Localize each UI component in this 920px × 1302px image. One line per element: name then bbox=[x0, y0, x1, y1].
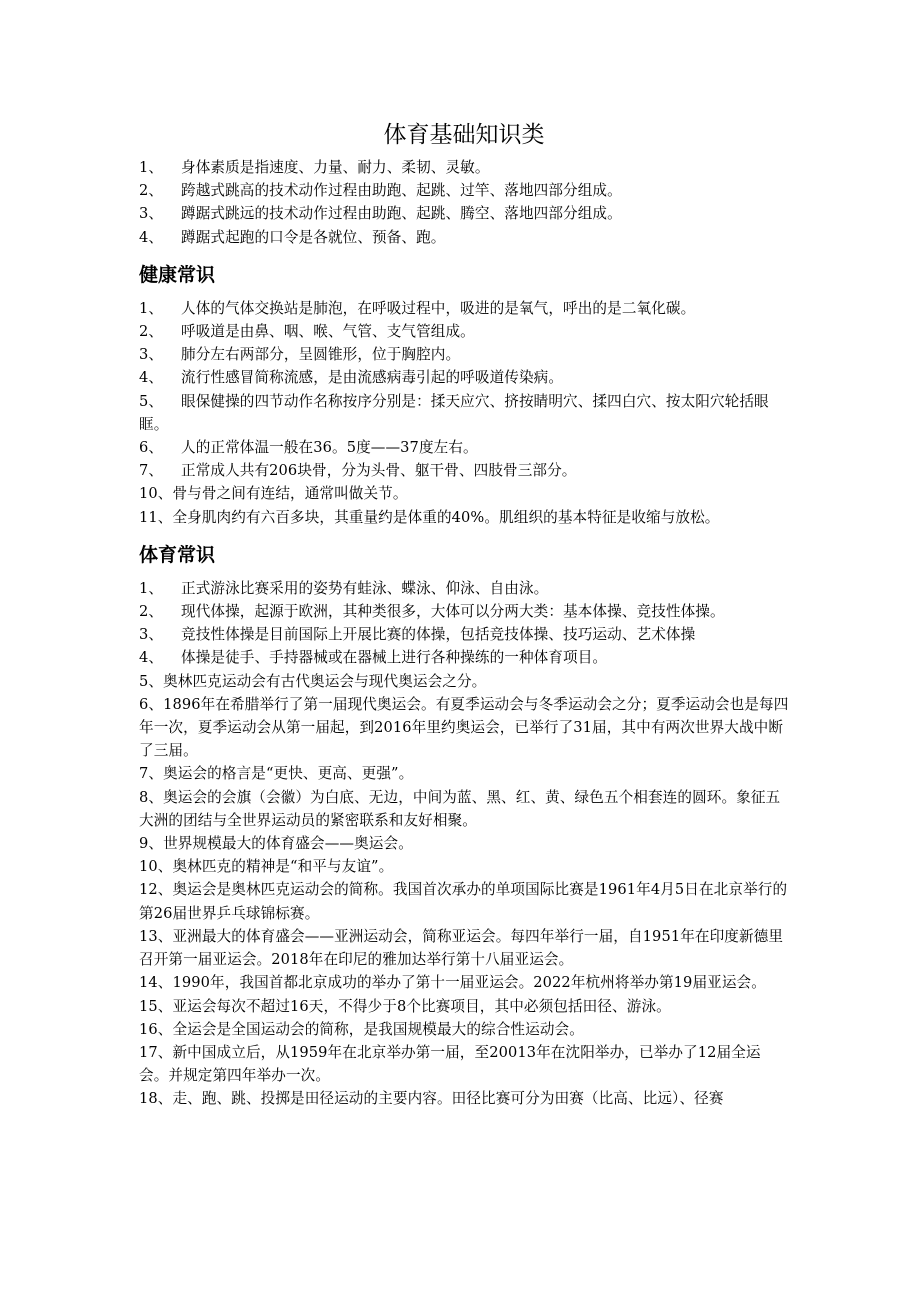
sports-list bbox=[139, 577, 789, 1111]
item-number: 15、 bbox=[139, 997, 173, 1015]
list-item bbox=[139, 1018, 789, 1041]
item-number: 1、 bbox=[139, 299, 164, 317]
item-number: 6、 bbox=[139, 439, 164, 457]
item-number: 4、 bbox=[139, 369, 164, 387]
list-item bbox=[139, 226, 789, 249]
intro-list bbox=[139, 156, 789, 249]
health-list bbox=[139, 297, 789, 529]
item-number: 16、 bbox=[139, 1020, 173, 1038]
list-item bbox=[139, 646, 789, 669]
item-number: 9、 bbox=[139, 835, 164, 853]
item-number: 13、 bbox=[139, 927, 173, 945]
item-number: 14、 bbox=[139, 974, 173, 992]
list-item bbox=[139, 623, 789, 646]
item-text: 奥运会是奥林匹克运动会的简称。我国首次承办的单项国际比赛是1961年4月5日在北京举行的第26届世界乒乓球锦标赛。 bbox=[139, 881, 788, 922]
list-item bbox=[139, 459, 789, 482]
item-number: 7、 bbox=[139, 462, 164, 480]
item-text: 肺分左右两部分，呈圆锥形，位于胸腔内。 bbox=[181, 346, 461, 364]
list-item bbox=[139, 925, 789, 971]
list-item bbox=[139, 1087, 789, 1110]
list-item bbox=[139, 366, 789, 389]
item-text: 骨与骨之间有连结，通常叫做关节。 bbox=[172, 485, 408, 503]
item-number: 10、 bbox=[139, 858, 173, 876]
item-number: 1、 bbox=[139, 579, 164, 597]
list-item bbox=[139, 390, 789, 436]
item-text: 体操是徒手、手持器械或在器械上进行各种操练的一种体育项目。 bbox=[181, 649, 608, 667]
item-number: 17、 bbox=[139, 1043, 173, 1061]
list-item bbox=[139, 482, 789, 505]
item-text: 人体的气体交换站是肺泡，在呼吸过程中，吸进的是氧气，呼出的是二氧化碳。 bbox=[181, 299, 696, 317]
item-number: 2、 bbox=[139, 603, 164, 621]
list-item bbox=[139, 600, 789, 623]
item-text: 全身肌肉约有六百多块，其重量约是体重的40%。肌组织的基本特征是收缩与放松。 bbox=[172, 508, 720, 526]
list-item bbox=[139, 878, 789, 924]
item-text: 全运会是全国运动会的简称，是我国规模最大的综合性运动会。 bbox=[172, 1020, 584, 1038]
item-text: 蹲踞式跳远的技术动作过程由助跑、起跳、腾空、落地四部分组成。 bbox=[181, 205, 622, 223]
document-page bbox=[139, 118, 789, 1111]
item-text: 亚运会每次不超过16天，不得少于8个比赛项目，其中必须包括田径、游泳。 bbox=[172, 997, 671, 1015]
list-item bbox=[139, 343, 789, 366]
list-item bbox=[139, 670, 789, 693]
item-number: 7、 bbox=[139, 765, 164, 783]
item-text: 奥林匹克的精神是“和平与友谊”。 bbox=[172, 858, 394, 876]
item-text: 1896年在希腊举行了第一届现代奥运会。有夏季运动会与冬季运动会之分；夏季运动会也是每四年一次，夏季运动会从第一届起，到2016年里约奥运会，已举行了31届，其中有两次世界大战中断了三届。 bbox=[139, 695, 789, 760]
item-number: 3、 bbox=[139, 626, 164, 644]
section-heading-health: 健康常识 bbox=[139, 263, 216, 286]
document-title: 体育基础知识类 bbox=[383, 122, 545, 148]
item-number: 6、 bbox=[139, 695, 164, 713]
item-text: 身体素质是指速度、力量、耐力、柔韧、灵敏。 bbox=[181, 159, 490, 176]
item-number: 8、 bbox=[139, 788, 164, 806]
item-text: 亚洲最大的体育盛会——亚洲运动会，简称亚运会。每四年举行一届，自1951年在印度新德里召开第一届亚运会。2018年在印尼的雅加达举行第十八届亚运会。 bbox=[139, 927, 784, 969]
item-text: 蹲踞式起跑的口令是各就位、预备、跑。 bbox=[181, 228, 446, 246]
item-text: 眼保健操的四节动作名称按序分别是：揉天应穴、挤按睛明穴、揉四白穴、按太阳穴轮括眼眶。 bbox=[139, 392, 769, 433]
item-number: 5、 bbox=[139, 392, 164, 410]
item-number: 10、 bbox=[139, 485, 173, 503]
list-item bbox=[139, 297, 789, 320]
item-text: 新中国成立后，从1959年在北京举办第一届，至20013年在沈阳举办，已举办了12届全运会。并规定第四年举办一次。 bbox=[139, 1043, 761, 1085]
item-text: 世界规模最大的体育盛会——奥运会。 bbox=[163, 835, 413, 853]
item-number: 4、 bbox=[139, 228, 164, 246]
item-text: 正常成人共有206块骨，分为头骨、躯干骨、四肢骨三部分。 bbox=[181, 462, 577, 480]
list-item bbox=[139, 202, 789, 225]
list-item bbox=[139, 832, 789, 855]
list-item bbox=[139, 971, 789, 994]
item-text: 现代体操，起源于欧洲，其种类很多，大体可以分两大类：基本体操、竞技性体操。 bbox=[181, 603, 725, 621]
list-item bbox=[139, 786, 789, 832]
list-item bbox=[139, 1041, 789, 1087]
item-text: 1990年，我国首都北京成功的举办了第十一届亚运会。2022年杭州将举办第19届亚运会。 bbox=[172, 974, 766, 992]
item-text: 人的正常体温一般在36。5度——37度左右。 bbox=[181, 439, 478, 457]
item-number: 2、 bbox=[139, 182, 164, 200]
list-item bbox=[139, 179, 789, 202]
item-number: 5、 bbox=[139, 672, 164, 690]
item-number: 11、 bbox=[139, 508, 173, 526]
item-number: 4、 bbox=[139, 649, 164, 667]
item-text: 奥运会的格言是“更快、更高、更强”。 bbox=[163, 765, 414, 783]
list-item bbox=[139, 320, 789, 343]
section-heading-sports: 体育常识 bbox=[139, 543, 216, 566]
list-item bbox=[139, 156, 789, 179]
item-number: 1、 bbox=[139, 159, 164, 176]
list-item bbox=[139, 995, 789, 1018]
list-item bbox=[139, 506, 789, 529]
list-item bbox=[139, 577, 789, 600]
item-number: 12、 bbox=[139, 881, 173, 899]
item-text: 流行性感冒简称流感，是由流感病毒引起的呼吸道传染病。 bbox=[181, 369, 564, 387]
item-text: 呼吸道是由鼻、咽、喉、气管、支气管组成。 bbox=[181, 323, 475, 341]
item-text: 竞技性体操是目前国际上开展比赛的体操，包括竞技体操、技巧运动、艺术体操 bbox=[181, 626, 696, 644]
item-text: 奥运会的会旗（会徽）为白底、无边，中间为蓝、黑、红、黄、绿色五个相套连的圆环。象征五大洲的团结与全世界运动员的紧密联系和友好相聚。 bbox=[139, 788, 781, 829]
item-number: 18、 bbox=[139, 1090, 173, 1108]
list-item bbox=[139, 855, 789, 878]
list-item bbox=[139, 436, 789, 459]
item-number: 3、 bbox=[139, 205, 164, 223]
item-text: 走、跑、跳、投掷是田径运动的主要内容。田径比赛可分为田赛（比高、比远）、径赛 bbox=[172, 1090, 724, 1108]
list-item bbox=[139, 762, 789, 785]
item-number: 3、 bbox=[139, 346, 164, 364]
item-text: 奥林匹克运动会有古代奥运会与现代奥运会之分。 bbox=[163, 672, 487, 690]
item-number: 2、 bbox=[139, 323, 164, 341]
item-text: 跨越式跳高的技术动作过程由助跑、起跳、过竿、落地四部分组成。 bbox=[181, 182, 622, 200]
list-item bbox=[139, 693, 789, 763]
item-text: 正式游泳比赛采用的姿势有蛙泳、蝶泳、仰泳、自由泳。 bbox=[181, 579, 549, 597]
